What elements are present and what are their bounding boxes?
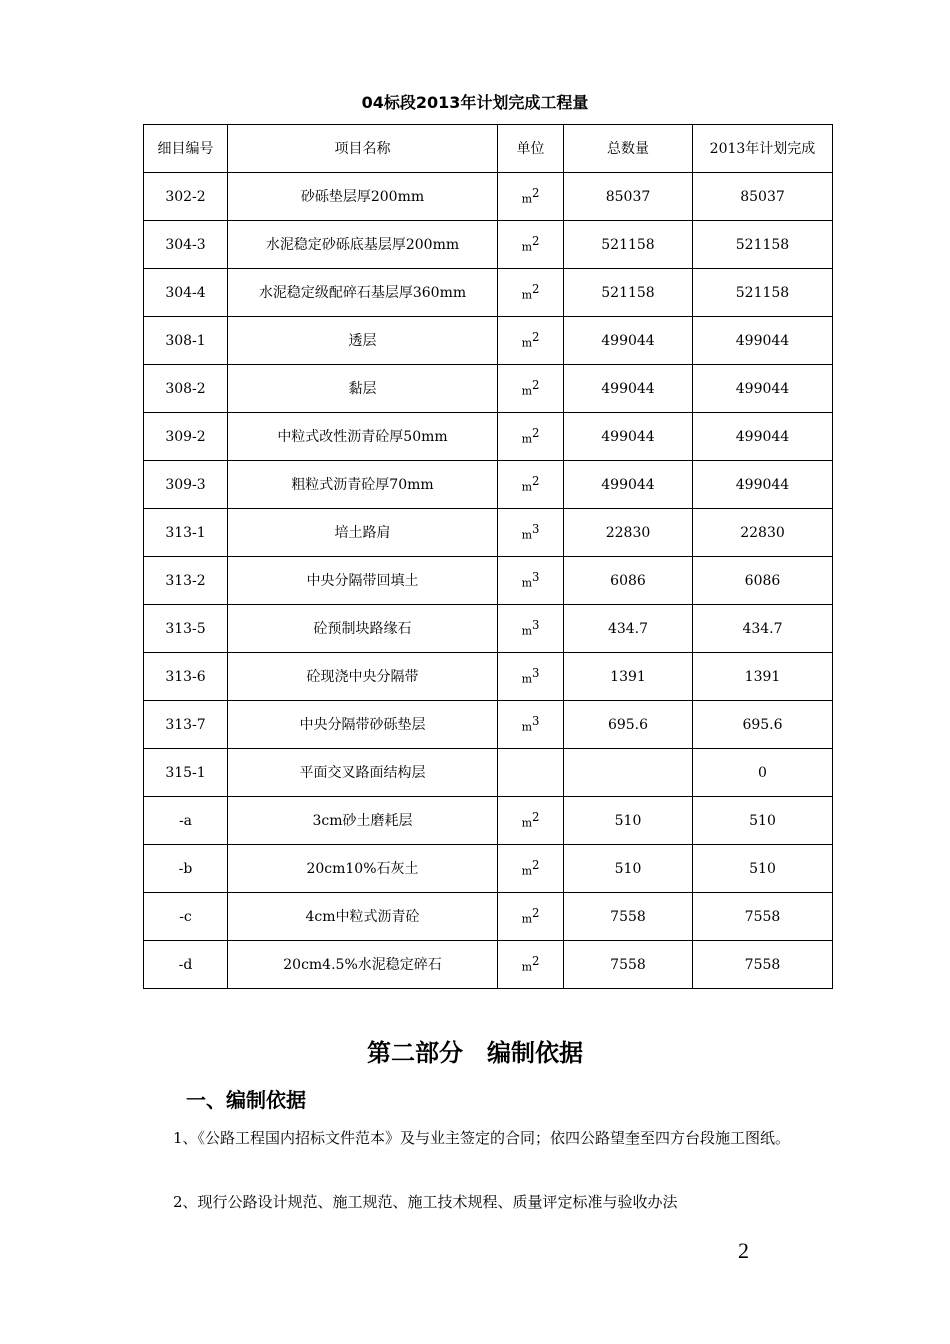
table-title: 04标段2013年计划完成工程量	[361, 93, 589, 112]
cell-plan: 22830	[693, 509, 833, 557]
cell-code: 313-5	[144, 605, 228, 653]
table-row	[144, 749, 833, 797]
unit-base: m	[521, 864, 532, 878]
cell-code: 302-2	[144, 173, 228, 221]
cell-name: 中粒式改性沥青砼厚50mm	[228, 413, 498, 461]
cell-total: 521158	[564, 269, 693, 317]
unit-exponent: 3	[532, 618, 540, 633]
cell-name: 中央分隔带砂砾垫层	[228, 701, 498, 749]
cell-code: -b	[144, 845, 228, 893]
unit-exponent: 2	[532, 282, 540, 297]
section-title: 第二部分 编制依据	[367, 1039, 583, 1067]
table-row	[144, 941, 833, 989]
table-row	[144, 797, 833, 845]
subsection-title: 一、编制依据	[186, 1088, 306, 1112]
cell-unit	[498, 413, 564, 461]
cell-unit	[498, 605, 564, 653]
cell-plan: 521158	[693, 221, 833, 269]
table-row	[144, 509, 833, 557]
cell-plan: 695.6	[693, 701, 833, 749]
cell-total: 510	[564, 797, 693, 845]
cell-total: 521158	[564, 221, 693, 269]
cell-total: 1391	[564, 653, 693, 701]
cell-unit	[498, 173, 564, 221]
unit-base: m	[521, 720, 532, 734]
cell-total: 85037	[564, 173, 693, 221]
table-row	[144, 269, 833, 317]
table-row	[144, 557, 833, 605]
cell-unit	[498, 557, 564, 605]
cell-code: 308-2	[144, 365, 228, 413]
cell-plan: 1391	[693, 653, 833, 701]
table-row	[144, 365, 833, 413]
cell-code: 313-2	[144, 557, 228, 605]
table-body	[144, 173, 833, 989]
page-number: 2	[738, 1238, 749, 1263]
cell-name: 水泥稳定砂砾底基层厚200mm	[228, 221, 498, 269]
cell-name: 粗粒式沥青砼厚70mm	[228, 461, 498, 509]
unit-base: m	[521, 912, 532, 926]
cell-name: 中央分隔带回填土	[228, 557, 498, 605]
table-row	[144, 701, 833, 749]
cell-total: 434.7	[564, 605, 693, 653]
cell-code: 313-7	[144, 701, 228, 749]
cell-code: 304-3	[144, 221, 228, 269]
table-row	[144, 845, 833, 893]
cell-total: 7558	[564, 893, 693, 941]
paragraph-2: 2、现行公路设计规范、施工规范、施工技术规程、质量评定标准与验收办法	[173, 1193, 678, 1211]
table-header-row	[144, 125, 833, 173]
table-row	[144, 317, 833, 365]
cell-unit	[498, 701, 564, 749]
unit-base: m	[521, 192, 532, 206]
unit-base: m	[521, 624, 532, 638]
cell-name: 3cm砂土磨耗层	[228, 797, 498, 845]
header-total: 总数量	[564, 125, 693, 173]
unit-exponent: 2	[532, 234, 540, 249]
cell-total: 7558	[564, 941, 693, 989]
unit-exponent: 3	[532, 570, 540, 585]
cell-name: 砼预制块路缘石	[228, 605, 498, 653]
cell-code: 309-3	[144, 461, 228, 509]
cell-plan: 510	[693, 845, 833, 893]
cell-unit	[498, 365, 564, 413]
unit-exponent: 2	[532, 906, 540, 921]
cell-unit	[498, 269, 564, 317]
table-row	[144, 413, 833, 461]
unit-exponent: 2	[532, 426, 540, 441]
unit-base: m	[521, 432, 532, 446]
unit-exponent: 2	[532, 474, 540, 489]
cell-name: 透层	[228, 317, 498, 365]
header-name: 项目名称	[228, 125, 498, 173]
cell-total: 499044	[564, 365, 693, 413]
unit-exponent: 3	[532, 666, 540, 681]
cell-total	[564, 749, 693, 797]
cell-plan: 7558	[693, 893, 833, 941]
cell-code: 313-6	[144, 653, 228, 701]
cell-code: 304-4	[144, 269, 228, 317]
cell-plan: 510	[693, 797, 833, 845]
cell-name: 水泥稳定级配碎石基层厚360mm	[228, 269, 498, 317]
table-row	[144, 461, 833, 509]
cell-plan: 0	[693, 749, 833, 797]
unit-exponent: 2	[532, 810, 540, 825]
unit-base: m	[521, 672, 532, 686]
cell-name: 20cm10%石灰土	[228, 845, 498, 893]
cell-total: 499044	[564, 413, 693, 461]
unit-exponent: 2	[532, 378, 540, 393]
unit-exponent: 2	[532, 330, 540, 345]
unit-base: m	[521, 240, 532, 254]
unit-base: m	[521, 528, 532, 542]
cell-name: 砼现浇中央分隔带	[228, 653, 498, 701]
cell-total: 6086	[564, 557, 693, 605]
unit-exponent: 3	[532, 714, 540, 729]
unit-base: m	[521, 288, 532, 302]
unit-base: m	[521, 816, 532, 830]
unit-base: m	[521, 480, 532, 494]
table-row	[144, 605, 833, 653]
cell-unit	[498, 221, 564, 269]
unit-exponent: 2	[532, 954, 540, 969]
paragraph-1: 1、《公路工程国内招标文件范本》及与业主签定的合同；依四公路望奎至四方台段施工图纸。	[173, 1129, 791, 1147]
cell-total: 499044	[564, 317, 693, 365]
cell-unit	[498, 893, 564, 941]
cell-code: -c	[144, 893, 228, 941]
cell-unit	[498, 461, 564, 509]
unit-exponent: 2	[532, 186, 540, 201]
cell-plan: 434.7	[693, 605, 833, 653]
cell-plan: 521158	[693, 269, 833, 317]
cell-plan: 6086	[693, 557, 833, 605]
cell-total: 510	[564, 845, 693, 893]
cell-name: 砂砾垫层厚200mm	[228, 173, 498, 221]
cell-unit	[498, 317, 564, 365]
cell-code: -d	[144, 941, 228, 989]
cell-total: 695.6	[564, 701, 693, 749]
header-code: 细目编号	[144, 125, 228, 173]
cell-plan: 499044	[693, 461, 833, 509]
cell-unit	[498, 749, 564, 797]
cell-code: 313-1	[144, 509, 228, 557]
cell-name: 黏层	[228, 365, 498, 413]
table-row	[144, 221, 833, 269]
unit-base: m	[521, 336, 532, 350]
cell-name: 20cm4.5%水泥稳定碎石	[228, 941, 498, 989]
unit-base: m	[521, 960, 532, 974]
cell-name: 培土路肩	[228, 509, 498, 557]
cell-code: 309-2	[144, 413, 228, 461]
cell-plan: 499044	[693, 365, 833, 413]
cell-plan: 499044	[693, 317, 833, 365]
cell-code: 308-1	[144, 317, 228, 365]
unit-exponent: 3	[532, 522, 540, 537]
header-plan: 2013年计划完成	[693, 125, 833, 173]
cell-plan: 85037	[693, 173, 833, 221]
cell-plan: 7558	[693, 941, 833, 989]
cell-code: -a	[144, 797, 228, 845]
cell-name: 平面交叉路面结构层	[228, 749, 498, 797]
cell-plan: 499044	[693, 413, 833, 461]
table-row	[144, 173, 833, 221]
cell-unit	[498, 845, 564, 893]
table-row	[144, 653, 833, 701]
cell-unit	[498, 653, 564, 701]
cell-code: 315-1	[144, 749, 228, 797]
header-unit: 单位	[498, 125, 564, 173]
cell-unit	[498, 797, 564, 845]
table-row	[144, 893, 833, 941]
cell-unit	[498, 509, 564, 557]
cell-total: 22830	[564, 509, 693, 557]
cell-unit	[498, 941, 564, 989]
unit-base: m	[521, 576, 532, 590]
plan-quantity-table	[143, 124, 833, 989]
cell-name: 4cm中粒式沥青砼	[228, 893, 498, 941]
unit-base: m	[521, 384, 532, 398]
unit-exponent: 2	[532, 858, 540, 873]
cell-total: 499044	[564, 461, 693, 509]
